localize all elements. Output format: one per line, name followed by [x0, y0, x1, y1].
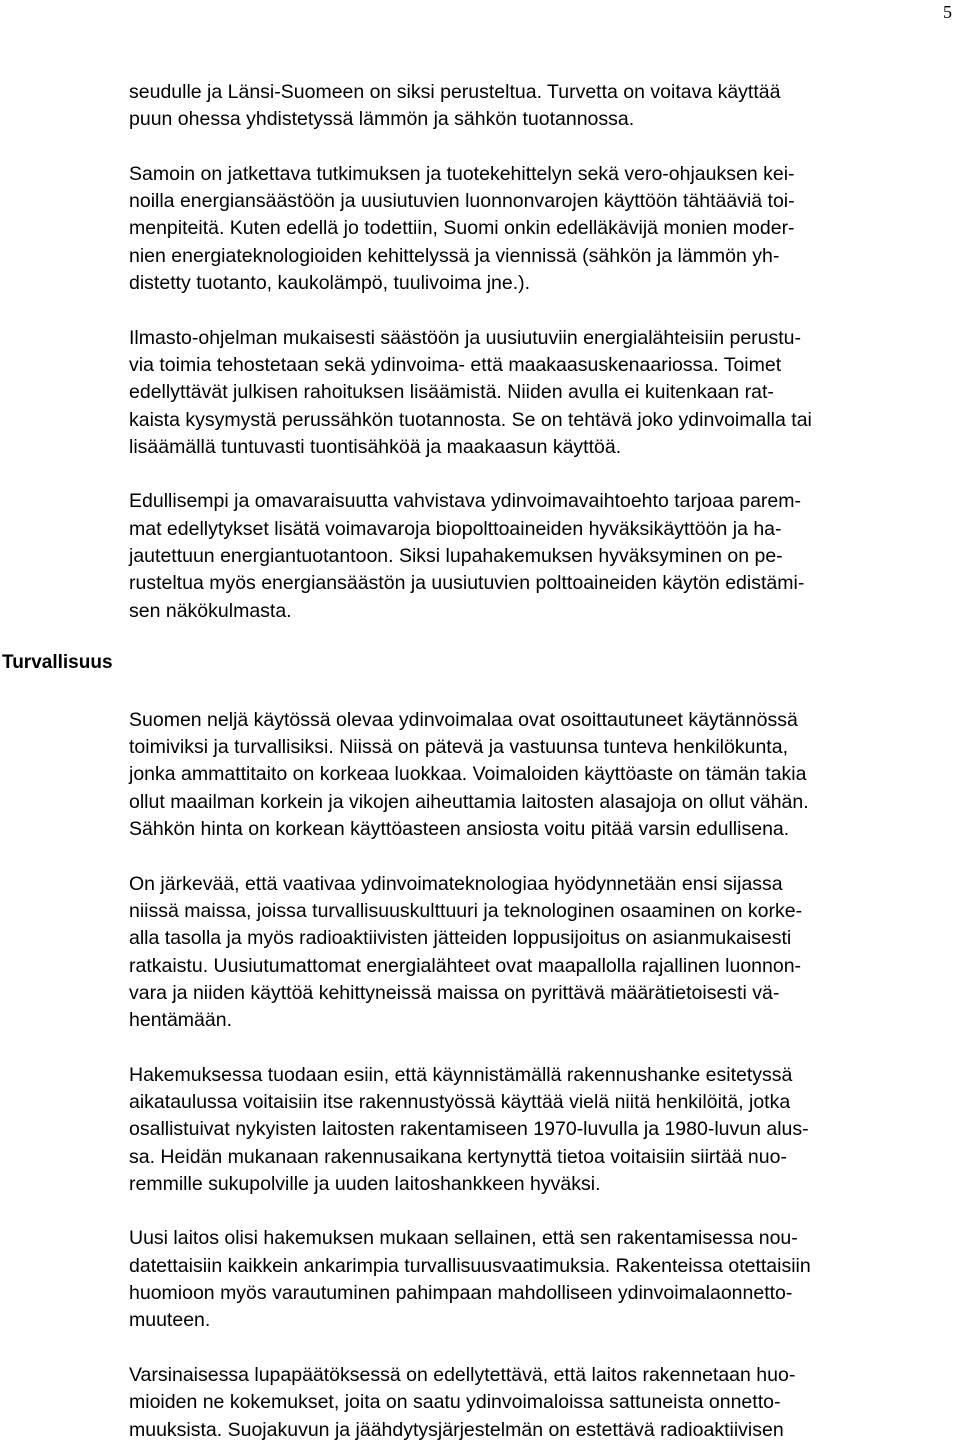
text-line: remmille sukupolville ja uuden laitoshankkeen hyväksi.: [129, 1172, 601, 1195]
text-line: alla tasolla ja myös radioaktiivisten jätteiden loppusijoitus on asianmukaisesti: [129, 927, 792, 950]
text-line: nien energiateknologioiden kehittelyssä ja viennissä (sähkön ja lämmön yh-: [129, 244, 780, 267]
text-line: muuteen.: [129, 1309, 211, 1332]
text-line: jautettuun energiantuotantoon. Siksi lupahakemuksen hyväksyminen on pe-: [129, 545, 783, 568]
text-line: sa. Heidän mukanaan rakennusaikana kertynyttä tietoa voitaisiin siirtää nuo-: [129, 1145, 787, 1168]
text-line: mioiden ne kokemukset, joita on saatu ydinvoimaloissa sattuneista onnetto-: [129, 1391, 781, 1414]
text-line: menpiteitä. Kuten edellä jo todettiin, Suomi onkin edelläkävijä monien moder-: [129, 217, 795, 240]
text-line: mat edellytykset lisätä voimavaroja biopolttoaineiden hyväksikäyttöön ja ha-: [129, 517, 782, 540]
text-line: osallistuivat nykyisten laitosten rakentamiseen 1970-luvulla ja 1980-luvun alus-: [129, 1118, 809, 1141]
text-line: Edullisempi ja omavaraisuutta vahvistava ydinvoimavaihtoehto tarjoaa parem-: [129, 490, 802, 513]
text-line: niissä maissa, joissa turvallisuuskulttuuri ja teknologinen osaaminen on korke-: [129, 899, 803, 922]
text-line: Hakemuksessa tuodaan esiin, että käynnistämällä rakennushanke esitetyssä: [129, 1063, 793, 1086]
text-line: sen näkökulmasta.: [129, 599, 292, 622]
text-line: vara ja niiden käyttöä kehittyneissä maissa on pyrittävä määrätietoisesti vä-: [129, 981, 780, 1004]
text-line: Ilmasto-ohjelman mukaisesti säästöön ja uusiutuviin energialähteisiin perustu-: [129, 326, 802, 349]
text-line: Sähkön hinta on korkean käyttöasteen ansiosta voitu pitää varsin edullisena.: [129, 818, 790, 841]
paragraph: [129, 1362, 957, 1444]
text-line: Suomen neljä käytössä olevaa ydinvoimalaa ovat osoittautuneet käytännössä: [129, 708, 798, 731]
text-line: Samoin on jatkettava tutkimuksen ja tuotekehittelyn sekä vero-ohjauksen kei-: [129, 162, 795, 185]
text-line: rusteltua myös energiansäästön ja uusiutuvien polttoaineiden käytön edistämi-: [129, 572, 805, 595]
paragraph: [129, 1062, 957, 1198]
text-line: hentämään.: [129, 1009, 232, 1032]
text-line: jonka ammattitaito on korkeaa luokkaa. Voimaloiden käyttöaste on tämän takia: [129, 763, 807, 786]
paragraph: [129, 79, 957, 134]
paragraph: [129, 325, 957, 461]
text-line: aikataulussa voitaisiin itse rakennustyössä käyttää vielä niitä henkilöitä, jotka: [129, 1090, 791, 1113]
paragraph: [129, 707, 957, 843]
text-line: puun ohessa yhdistetyssä lämmön ja sähkön tuotannossa.: [129, 108, 635, 131]
text-line: datettaisiin kaikkein ankarimpia turvallisuusvaatimuksia. Rakenteissa otettaisiin: [129, 1254, 811, 1277]
text-line: seudulle ja Länsi-Suomeen on siksi perusteltua. Turvetta on voitava käyttää: [129, 81, 781, 103]
text-line: lisäämällä tuntuvasti tuontisähköä ja maakaasun käyttöä.: [129, 435, 622, 458]
text-line: noilla energiansäästöön ja uusiutuvien luonnonvarojen käyttöön tähtääviä toi-: [129, 190, 795, 213]
paragraph: [129, 871, 957, 1035]
paragraph: [129, 1225, 957, 1334]
paragraph: [129, 488, 957, 624]
text-line: Varsinaisessa lupapäätöksessä on edellytettävä, että laitos rakennetaan huo-: [129, 1363, 796, 1386]
section-heading-turvallisuus: Turvallisuus: [2, 652, 113, 673]
text-line: On järkevää, että vaativaa ydinvoimateknologiaa hyödynnetään ensi sijassa: [129, 872, 783, 895]
text-line: Uusi laitos olisi hakemuksen mukaan sellainen, että sen rakentamisessa nou-: [129, 1227, 798, 1250]
text-line: kaista kysymystä perussähkön tuotannosta. Se on tehtävä joko ydinvoimalla tai: [129, 408, 812, 431]
text-line: muuksista. Suojakuvun ja jäähdytysjärjestelmän on estettävä radioaktiivisen: [129, 1418, 784, 1441]
text-line: edellyttävät julkisen rahoituksen lisäämistä. Niiden avulla ei kuitenkaan rat-: [129, 381, 774, 404]
paragraph: [129, 161, 957, 297]
page-number: 5: [943, 2, 952, 22]
text-line: via toimia tehostetaan sekä ydinvoima- että maakaasuskenaariossa. Toimet: [129, 353, 782, 376]
text-line: huomioon myös varautuminen pahimpaan mahdolliseen ydinvoimalaonnetto-: [129, 1282, 793, 1305]
text-line: ratkaistu. Uusiutumattomat energialähteet ovat maapallolla rajallinen luonnon-: [129, 954, 802, 977]
text-line: distetty tuotanto, kaukolämpö, tuulivoima jne.).: [129, 272, 531, 295]
text-line: toimiviksi ja turvallisiksi. Niissä on pätevä ja vastuunsa tunteva henkilökunta,: [129, 736, 788, 759]
text-line: ollut maailman korkein ja vikojen aiheuttamia laitosten alasajoja on ollut vähän.: [129, 790, 809, 813]
body-text: [129, 79, 957, 1444]
